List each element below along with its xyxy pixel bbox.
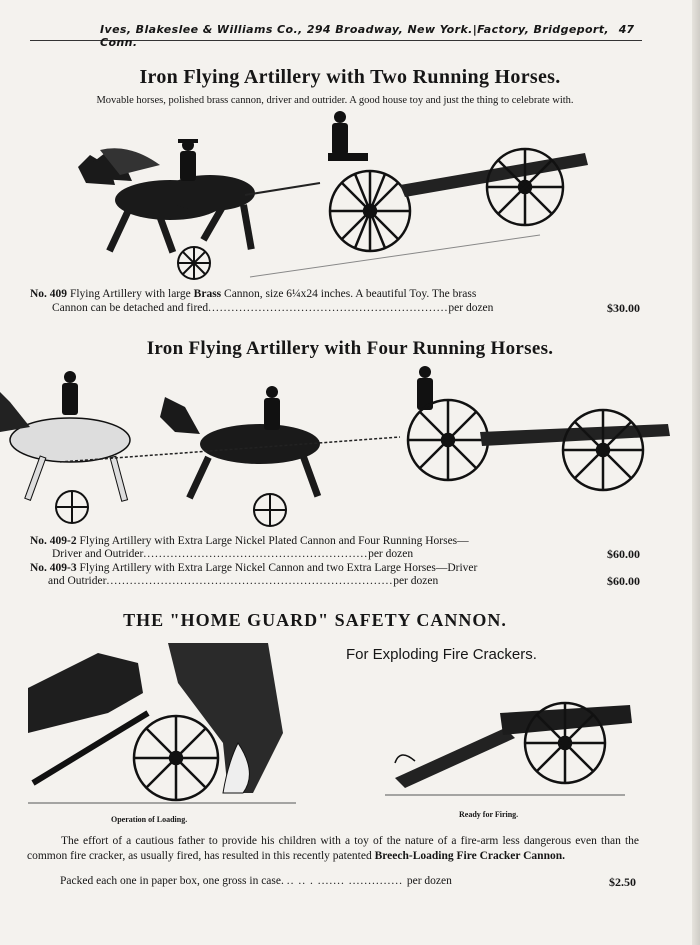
- item-price: $60.00: [607, 547, 640, 561]
- item-line1: Flying Artillery with Extra Large Nickel Cannon and two Extra Large Horses—Driver: [79, 562, 478, 574]
- four-horse-artillery-illustration: [0, 362, 672, 532]
- item-line1: Flying Artillery with Extra Large Nickel Plated Cannon and Four Running Horses—: [79, 535, 469, 547]
- item-price: $60.00: [607, 574, 640, 588]
- item-line2: Cannon can be detached and fired: [52, 302, 209, 314]
- pack-unit: per dozen: [406, 875, 452, 887]
- item-unit: per dozen: [448, 302, 494, 314]
- two-horse-artillery-illustration: [70, 105, 600, 285]
- caption-loading: Operation of Loading.: [111, 815, 188, 824]
- para-text: The effort of a cautious father to provide his children with a toy of the nature of a fire-arm less dangerous even than the common fire cracker, as usually fired, has resulted in this recently patented: [27, 835, 639, 862]
- description-paragraph: [27, 834, 639, 864]
- item-price: $30.00: [607, 301, 640, 315]
- item-409-3: [30, 561, 477, 575]
- item-line2: and Outrider: [48, 575, 107, 587]
- packing-line: Packed each one in paper box, one gross in case. .. .. . ....... .............. per dozen $2.50: [60, 875, 636, 889]
- lead-outrider: [62, 371, 78, 415]
- running-head: Ives, Blakeslee & Williams Co., 294 Broadway, New York.|Factory, Bridgeport, Conn.: [100, 23, 609, 49]
- item-409-line2: Cannon can be detached and fired..............................................................per dozen $30.00: [52, 301, 640, 315]
- item-409-2-line2: Driver and Outrider..........................................................per dozen $60.00: [52, 547, 640, 561]
- horse-pair: [78, 148, 255, 253]
- running-header: [30, 20, 642, 49]
- item-keyword: Brass: [193, 288, 222, 300]
- item-text-b: Cannon, size 6¼x24 inches. A beautiful Toy. The brass: [224, 288, 477, 300]
- item-409-2: [30, 534, 469, 548]
- outrider-figure: [178, 139, 198, 181]
- item-unit: per dozen: [368, 548, 414, 560]
- item-409: [30, 287, 476, 301]
- item-number: No. 409-3: [30, 562, 77, 574]
- section1-subtitle: Movable horses, polished brass cannon, driver and outrider. A good house toy and just the thing to celebrate with.: [96, 95, 574, 106]
- firing-cannon-wheel: [525, 703, 605, 783]
- cannon-wheel: [487, 149, 563, 225]
- item-line2: Driver and Outrider: [52, 548, 144, 560]
- item-number: No. 409: [30, 288, 68, 300]
- section3-title: THE "HOME GUARD" SAFETY CANNON.: [123, 610, 507, 630]
- loading-cannon-wheel: [134, 716, 218, 800]
- limber-wheel-2: [408, 400, 488, 480]
- section3-subtitle: For Exploding Fire Crackers.: [346, 646, 537, 663]
- lead-wheel: [56, 491, 88, 523]
- second-wheel: [254, 494, 286, 526]
- caption-firing: Ready for Firing.: [459, 810, 519, 819]
- limber-wheel: [330, 171, 410, 251]
- item-409-3-line2: and Outrider..........................................................................per dozen $60.00: [48, 574, 640, 588]
- section2-title: Iron Flying Artillery with Four Running Horses.: [146, 338, 554, 359]
- item-unit: per dozen: [393, 575, 439, 587]
- wheel-outrider: [264, 386, 280, 430]
- cannon-wheel-2: [563, 410, 643, 490]
- section1-title: Iron Flying Artillery with Two Running Horses.: [139, 66, 561, 88]
- pack-price: $2.50: [609, 875, 636, 889]
- page-number: 47: [618, 23, 634, 36]
- loading-cannon-illustration: [28, 643, 296, 811]
- page-edge: [692, 0, 700, 945]
- left-hand: [28, 653, 143, 733]
- item-number: No. 409-2: [30, 535, 77, 547]
- firing-cannon-illustration: [385, 683, 635, 808]
- pack-text: Packed each one in paper box, one gross in case.: [60, 875, 284, 887]
- para-keyword: Breech-Loading Fire Cracker Cannon.: [374, 850, 565, 862]
- front-wheel: [178, 247, 210, 279]
- driver-figure: [328, 111, 368, 161]
- item-text-a: Flying Artillery with large: [69, 288, 191, 300]
